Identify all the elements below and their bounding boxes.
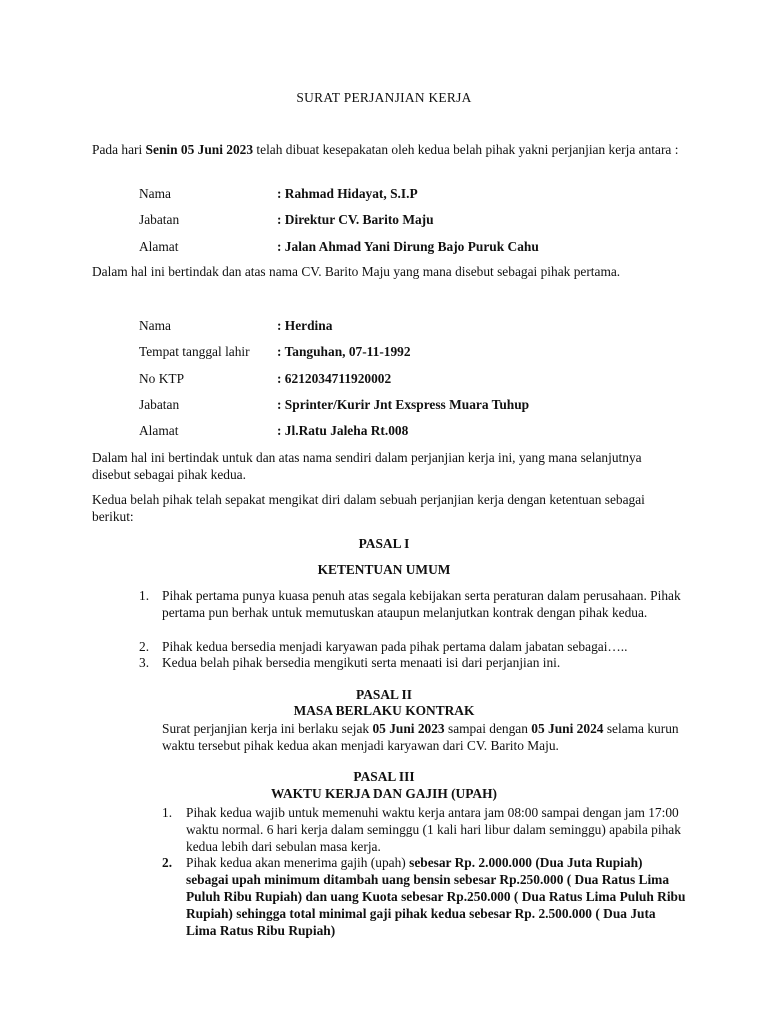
party2-position-value: : Sprinter/Kurir Jnt Exspress Muara Tuhup: [277, 397, 530, 412]
pasal2-start-date: 05 Juni 2023: [372, 721, 445, 736]
intro-text-start: Pada hari: [92, 142, 146, 157]
intro-text-end: telah dibuat kesepakatan oleh kedua belah pihak yakni perjanjian kerja antara :: [253, 142, 679, 157]
party2-birth-label: Tempat tanggal lahir: [139, 344, 250, 359]
pasal1-item2-text: Pihak kedua bersedia menjadi karyawan pada pihak pertama dalam jabatan sebagai…..: [162, 639, 628, 654]
pasal2-text-3: selama kurun waktu tersebut pihak kedua akan menjadi karyawan dari CV. Barito Maju.: [162, 721, 679, 753]
agreement-note: Kedua belah pihak telah sepakat mengikat diri dalam sebuah perjanjian kerja dengan ketentuan sebagai berikut:: [92, 492, 645, 524]
pasal3-item1-number: 1.: [162, 805, 173, 820]
pasal3-item2-salary: sebesar Rp. 2.000.000 (Dua Juta Rupiah) sebagai upah minimum ditambah uang bensin sebesar Rp.250.000 ( Dua Ratus Lima Puluh Ribu Rupiah) dan uang Kuota sebesar Rp.250.000 ( Dua Ratus Lima Puluh Ribu Rupiah) sehingga total minimal gaji pihak kedua sebesar Rp. 2.500.000 ( Dua Juta Lima Ratus Ribu Rupiah): [186, 855, 686, 938]
pasal3-item2-number: 2.: [162, 855, 173, 870]
party2-note: Dalam hal ini bertindak untuk dan atas nama sendiri dalam perjanjian kerja ini, yang mana selanjutnya disebut sebagai pihak kedua.: [92, 450, 642, 482]
party2-name-value: : Herdina: [277, 318, 333, 333]
pasal1-item1-number: 1.: [139, 588, 150, 603]
party1-position-value: : Direktur CV. Barito Maju: [277, 212, 434, 227]
pasal2-text-2: sampai dengan: [444, 721, 532, 736]
pasal3-subheading: WAKTU KERJA DAN GAJIH (UPAH): [271, 786, 497, 801]
pasal1-item2-number: 2.: [139, 639, 150, 654]
party1-address-value: : Jalan Ahmad Yani Dirung Bajo Puruk Cahu: [277, 239, 539, 254]
party2-name-label: Nama: [139, 318, 171, 333]
party1-note: Dalam hal ini bertindak dan atas nama CV. Barito Maju yang mana disebut sebagai pihak pertama.: [92, 264, 621, 279]
party2-birth-value: : Tanguhan, 07-11-1992: [277, 344, 411, 359]
party1-name-label: Nama: [139, 186, 171, 201]
pasal1-item3-text: Kedua belah pihak bersedia mengikuti serta menaati isi dari perjanjian ini.: [162, 655, 561, 670]
party1-position-label: Jabatan: [139, 212, 180, 227]
pasal2-heading: PASAL II: [356, 687, 412, 702]
pasal2-text-1: Surat perjanjian kerja ini berlaku sejak: [162, 721, 373, 736]
pasal2-subheading: MASA BERLAKU KONTRAK: [293, 703, 475, 718]
pasal2-end-date: 05 Juni 2024: [531, 721, 604, 736]
party1-address-label: Alamat: [139, 239, 179, 254]
intro-date: Senin 05 Juni 2023: [145, 142, 254, 157]
party2-address-label: Alamat: [139, 423, 179, 438]
pasal3-item1-text: Pihak kedua wajib untuk memenuhi waktu kerja antara jam 08:00 sampai dengan jam 17:00 waktu normal. 6 hari kerja dalam seminggu (1 kali hari libur dalam seminggu) apabila pihak kedua lebih dari sebulan masa kerja.: [186, 805, 681, 854]
party2-ktp-label: No KTP: [139, 371, 185, 386]
document-title: SURAT PERJANJIAN KERJA: [296, 90, 472, 105]
pasal1-subheading: KETENTUAN UMUM: [317, 562, 451, 577]
party1-name-value: : Rahmad Hidayat, S.I.P: [277, 186, 418, 201]
party2-ktp-value: : 6212034711920002: [277, 371, 392, 386]
pasal1-item3-number: 3.: [139, 655, 150, 670]
pasal3-item2-paragraph: [186, 854, 686, 939]
pasal1-heading: PASAL I: [358, 536, 410, 551]
pasal3-item2-text: Pihak kedua akan menerima gajih (upah): [186, 855, 410, 870]
intro-paragraph: [92, 141, 682, 158]
party2-position-label: Jabatan: [139, 397, 180, 412]
pasal2-paragraph: [162, 720, 682, 754]
pasal1-item1-text: Pihak pertama punya kuasa penuh atas segala kebijakan serta peraturan dalam perusahaan. Pihak pertama pun berhak untuk memutuskan ataupun melanjutkan kontrak dengan pihak kedua.: [162, 588, 681, 620]
party2-address-value: : Jl.Ratu Jaleha Rt.008: [277, 423, 409, 438]
pasal3-heading: PASAL III: [353, 769, 415, 784]
